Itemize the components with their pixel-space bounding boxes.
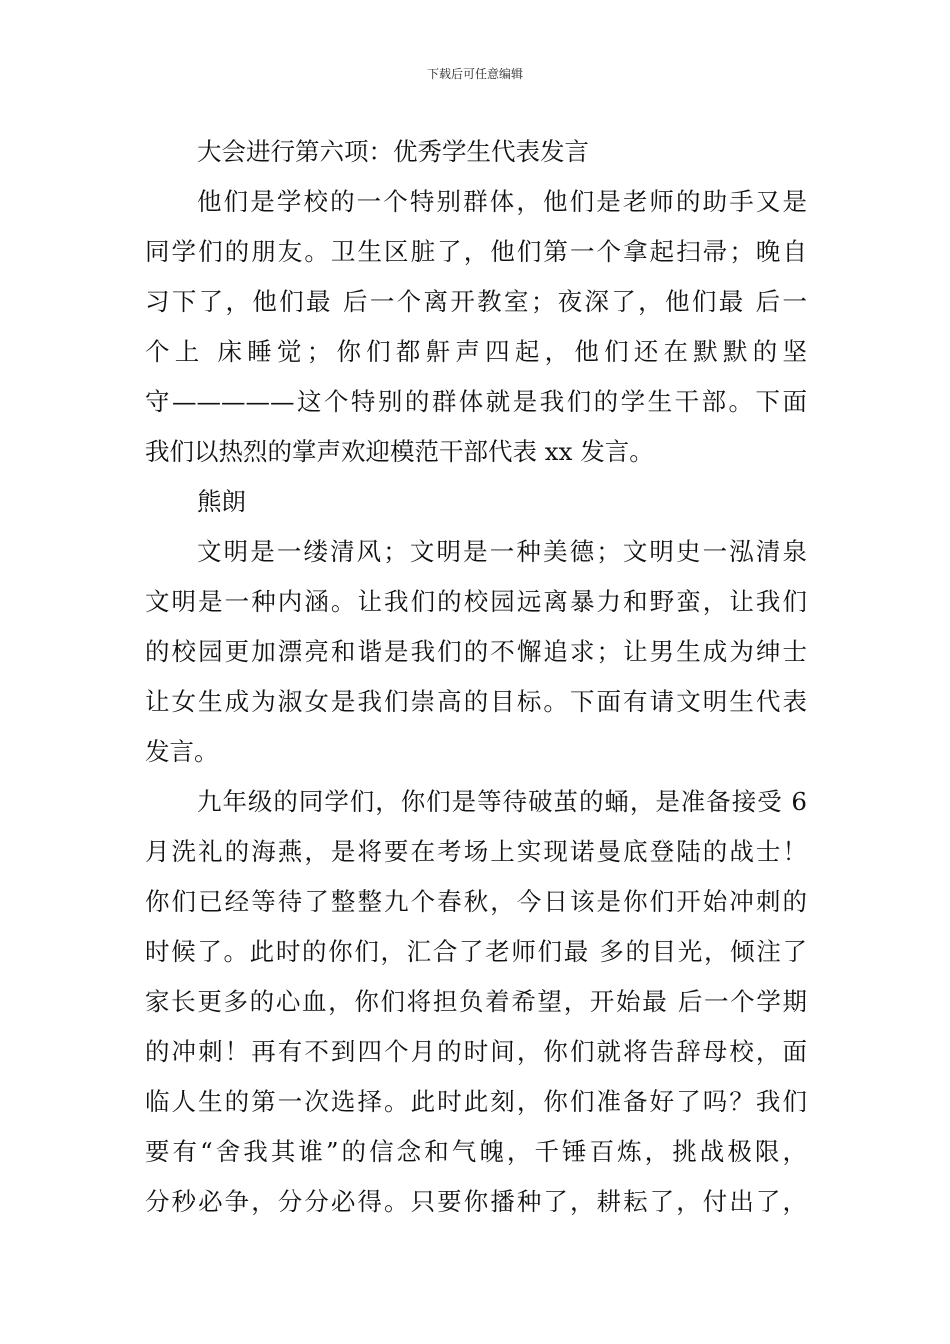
page-header: 下载后可任意编辑 bbox=[426, 67, 523, 81]
text-line: 临人生的第一次选择。此时此刻，你们准备好了吗？我们 bbox=[145, 1087, 807, 1116]
text-line: 时候了。此时的你们，汇合了老师们最 多的目光，倾注了 bbox=[145, 937, 807, 966]
text-line: 你们已经等待了整整九个春秋，今日该是你们开始冲刺的 bbox=[145, 887, 807, 916]
text-line: 我们以热烈的掌声欢迎模范干部代表 xx 发言。 bbox=[145, 437, 654, 466]
text-line: 分秒必争，分分必得。只要你播种了，耕耘了，付出了， bbox=[145, 1187, 807, 1216]
text-line: 家长更多的心血，你们将担负着希望，开始最 后一个学期 bbox=[145, 987, 807, 1016]
text-line: 让女生成为淑女是我们崇高的目标。下面有请文明生代表 bbox=[145, 687, 807, 716]
text-line: 发言。 bbox=[145, 737, 219, 766]
text-line: 文明是一种内涵。让我们的校园远离暴力和野蛮，让我们 bbox=[145, 587, 807, 616]
text-line: 文明是一缕清风；文明是一种美德；文明史一泓清泉 bbox=[197, 537, 807, 566]
text-line: 月洗礼的海燕，是将要在考场上实现诺曼底登陆的战士！ bbox=[145, 837, 807, 866]
text-line: 守—————这个特别的群体就是我们的学生干部。下面 bbox=[145, 387, 807, 416]
text-line: 要有“舍我其谁”的信念和气魄，千锤百炼，挑战极限， bbox=[145, 1137, 807, 1166]
text-line: 同学们的朋友。卫生区脏了，他们第一个拿起扫帚；晚自 bbox=[145, 237, 807, 266]
text-line: 的校园更加漂亮和谐是我们的不懈追求；让男生成为绅士 bbox=[145, 637, 807, 666]
text-line: 熊朗 bbox=[197, 487, 246, 516]
text-line: 大会进行第六项：优秀学生代表发言 bbox=[197, 137, 589, 166]
body-text bbox=[145, 127, 807, 1227]
text-line: 他们是学校的一个特别群体，他们是老师的助手又是 bbox=[197, 187, 807, 216]
text-line: 习下了，他们最 后一个离开教室；夜深了，他们最 后一 bbox=[145, 287, 807, 316]
text-line: 的冲刺！再有不到四个月的时间，你们就将告辞母校，面 bbox=[145, 1037, 807, 1066]
text-line: 九年级的同学们，你们是等待破茧的蛹，是准备接受 6 bbox=[197, 787, 807, 816]
text-line: 个上 床睡觉；你们都鼾声四起，他们还在默默的坚 bbox=[145, 337, 807, 366]
